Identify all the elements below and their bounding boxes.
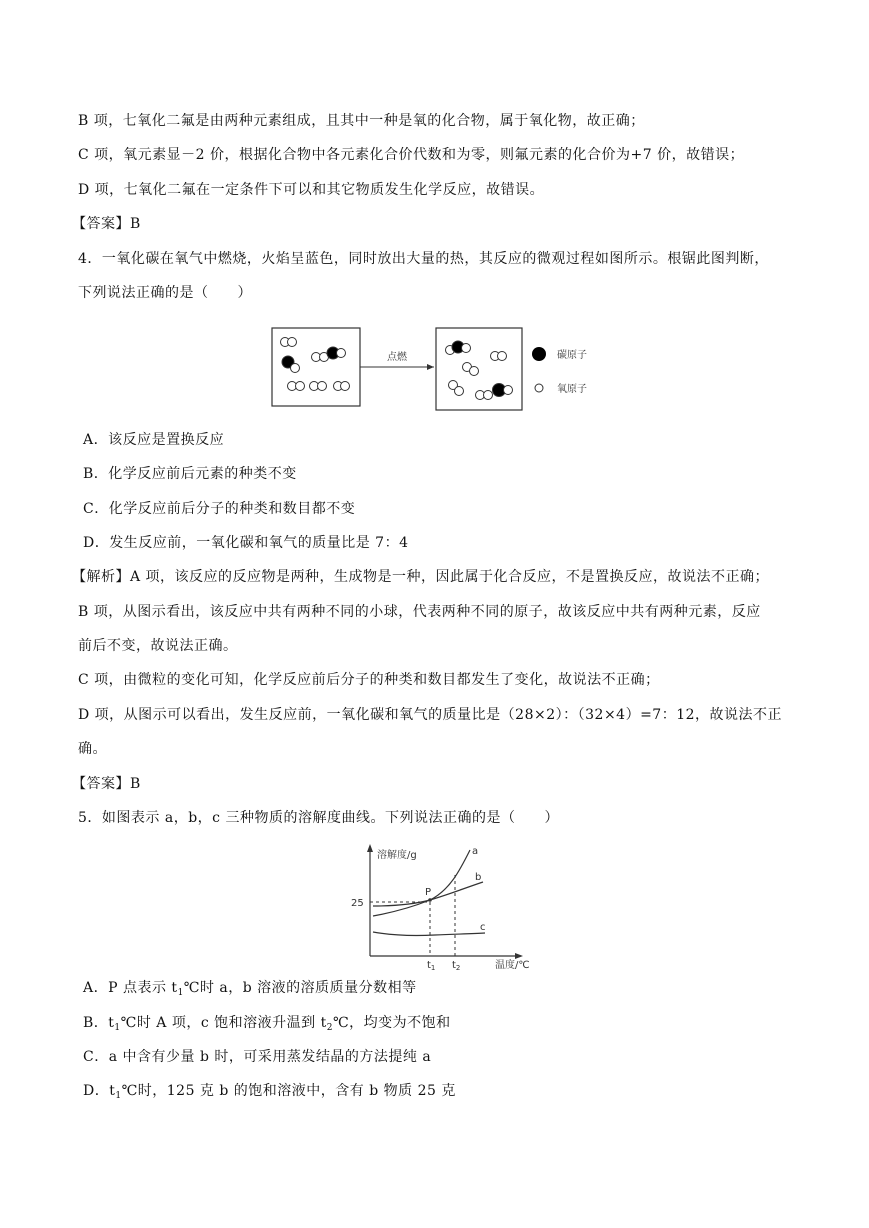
q3-answer: 【答案】B bbox=[72, 216, 141, 232]
point-p-label: P bbox=[425, 887, 432, 898]
q5-option-b: B．$t_1℃$时 A 项，c 饱和溶液升温到 $t_2℃$，均变为不饱和 bbox=[83, 1015, 451, 1033]
carbon-atom-legend-icon bbox=[532, 347, 546, 361]
q4-analysis-line-4: C 项，由微粒的变化可知，化学反应前后分子的种类和数目都发生了变化，故说法不正确； bbox=[78, 672, 660, 688]
product-molecules bbox=[446, 341, 513, 400]
y-tick-25: 25 bbox=[351, 898, 364, 909]
q5-option-a: A．P 点表示 $t_1℃$时 a，b 溶液的溶质质量分数相等 bbox=[83, 980, 417, 998]
q5-option-d: D．$t_1℃$时，125 克 b 的饱和溶液中，含有 b 物质 25 克 bbox=[83, 1083, 456, 1101]
q4-option-d: D．发生反应前，一氧化碳和氧气的质量比是 7：4 bbox=[83, 535, 409, 551]
q5-stem: 5．如图表示 a，b，c 三种物质的溶解度曲线。下列说法正确的是（ ） bbox=[78, 810, 559, 826]
q4-analysis-line-5: D 项，从图示可以看出，发生反应前，一氧化碳和氧气的质量比是（28×2）：（32×4）=7：12，故说法不正 bbox=[78, 707, 783, 723]
curve-b-label: b bbox=[475, 872, 482, 883]
q4-analysis-line-1: 【解析】A 项，该反应的反应物是两种，生成物是一种，因此属于化合反应，不是置换反应，故说法不正确； bbox=[72, 569, 770, 585]
curve-c bbox=[373, 932, 485, 936]
q5-option-c: C．a 中含有少量 b 时，可采用蒸发结晶的方法提纯 a bbox=[83, 1049, 432, 1065]
q4-analysis-line-6: 确。 bbox=[78, 741, 107, 757]
q4-stem-line-2: 下列说法正确的是（ ） bbox=[78, 285, 252, 301]
y-axis-label: 溶解度/g bbox=[377, 850, 417, 861]
solubility-curve-figure bbox=[345, 840, 530, 972]
curve-a-label: a bbox=[472, 846, 479, 857]
legend-carbon-label: 碳原子 bbox=[557, 350, 587, 361]
q4-option-b: B．化学反应前后元素的种类不变 bbox=[83, 466, 297, 482]
q4-analysis-line-3: 前后不变，故说法正确。 bbox=[78, 638, 238, 654]
oxygen-atom-legend-icon bbox=[535, 384, 543, 392]
q3-option-c-explanation: C 项，氧元素显－2 价，根据化合物中各元素化合价代数和为零，则氟元素的化合价为+7 价，故错误； bbox=[78, 147, 745, 163]
t1-label: $t_1$ bbox=[427, 960, 436, 972]
point-p bbox=[428, 898, 432, 902]
curve-c-label: c bbox=[480, 922, 486, 933]
q3-option-b-explanation: B 项，七氧化二氟是由两种元素组成，且其中一种是氧的化合物，属于氧化物，故正确； bbox=[78, 113, 645, 129]
reaction-diagram bbox=[270, 320, 600, 415]
q3-option-d-explanation: D 项，七氧化二氟在一定条件下可以和其它物质发生化学反应，故错误。 bbox=[78, 182, 545, 198]
q4-stem-line-1: 4．一氧化碳在氧气中燃烧，火焰呈蓝色，同时放出大量的热，其反应的微观过程如图所示。根锯此图判断， bbox=[78, 251, 769, 267]
q4-option-a: A．该反应是置换反应 bbox=[83, 432, 225, 448]
reactant-molecules bbox=[281, 338, 350, 391]
x-axis-label: 温度/℃ bbox=[495, 960, 530, 971]
q4-analysis-line-2: B 项，从图示看出，该反应中共有两种不同的小球，代表两种不同的原子，故该反应中共有两种元素，反应 bbox=[78, 604, 761, 620]
arrow-label: 点燃 bbox=[387, 352, 407, 363]
q4-answer: 【答案】B bbox=[72, 776, 141, 792]
q4-option-c: C．化学反应前后分子的种类和数目都不变 bbox=[83, 501, 356, 517]
t2-label: $t_2$ bbox=[452, 960, 461, 972]
legend-oxygen-label: 氧原子 bbox=[557, 384, 587, 395]
